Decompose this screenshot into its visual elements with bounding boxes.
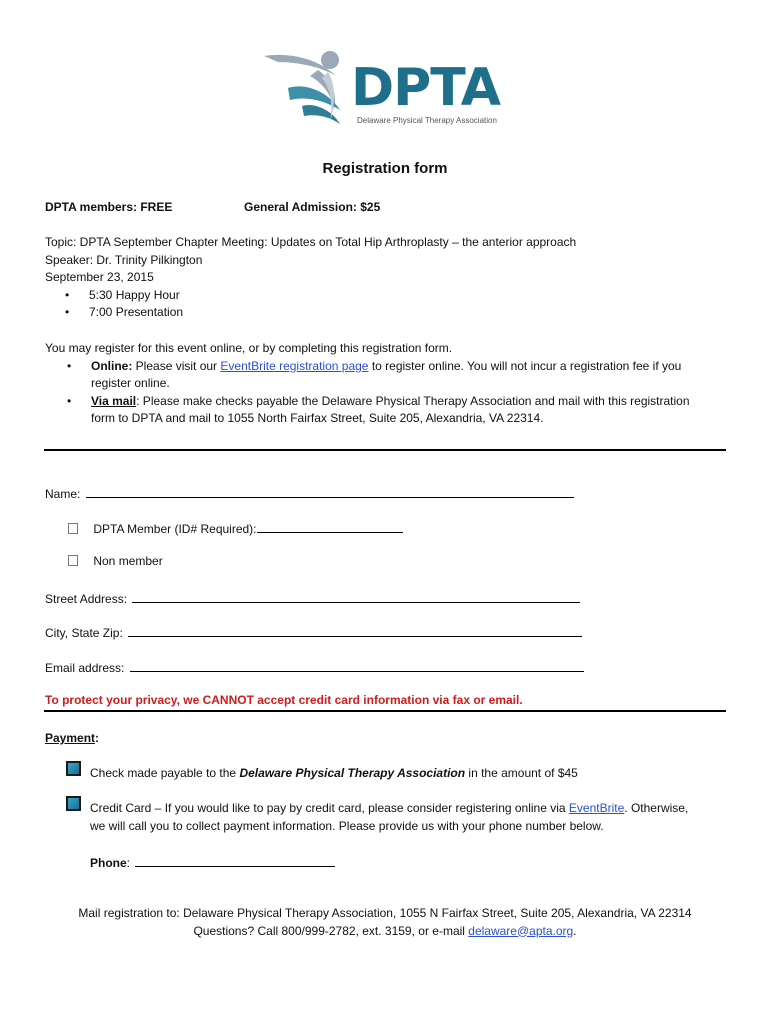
city-field[interactable] [45, 623, 582, 640]
check-org-name: Delaware Physical Therapy Association [239, 766, 466, 780]
privacy-notice: To protect your privacy, we CANNOT accept credit card information via fax or email. [45, 693, 523, 707]
nonmember-label: Non member [93, 554, 163, 568]
street-label: Street Address: [45, 592, 128, 606]
logo-subtitle: Delaware Physical Therapy Association [357, 116, 497, 125]
footer-questions: Questions? Call 800/999-2782, ext. 3159, or e-mail delaware@apta.org. [193, 923, 577, 938]
bullet-icon: • [67, 358, 72, 373]
event-date: September 23, 2015 [45, 270, 154, 284]
footer-mail-line: Mail registration to: Delaware Physical Therapy Association, 1055 N Fairfax Street, Suite 205, Alexandria, VA 22314 [78, 906, 692, 920]
event-speaker: Speaker: Dr. Trinity Pilkington [45, 252, 203, 267]
phone-field[interactable]: Phone: [90, 853, 335, 870]
email-field[interactable] [45, 658, 584, 675]
event-schedule [45, 287, 745, 322]
footer [0, 905, 770, 940]
list-item: • 7:00 Presentation [89, 304, 745, 322]
general-price: General Admission: $25 [244, 200, 381, 214]
phone-input-line[interactable] [135, 853, 335, 867]
name-label: Name: [45, 487, 81, 501]
card-option: Credit Card – If you would like to pay by credit card, please consider registering online via EventBrite. Otherwise, we will call you to collect payment information. Please provide us with your phone number below. [90, 801, 689, 833]
name-field[interactable] [45, 484, 574, 501]
online-option: • Online: Please visit our EventBrite registration page to register online. You will not incur a registration fee if you register online. [67, 358, 682, 390]
email-input-line[interactable] [130, 658, 584, 672]
phone-label: Phone [90, 856, 127, 870]
bullet-icon: • [65, 287, 70, 302]
member-option[interactable] [68, 519, 403, 536]
nonmember-checkbox[interactable] [68, 555, 78, 566]
event-info [45, 234, 745, 322]
register-intro: You may register for this event online, or by completing this registration form. [45, 341, 453, 355]
bullet-icon: • [65, 305, 70, 319]
city-input-line[interactable] [128, 623, 582, 637]
payment-heading: Payment: [45, 731, 100, 745]
members-price: DPTA members: FREE [45, 200, 173, 214]
logo-wordmark: DPTA [351, 58, 500, 118]
street-input-line[interactable] [132, 589, 580, 603]
email-label: Email address: [45, 661, 125, 675]
eventbrite-link[interactable]: EventBrite [568, 801, 625, 815]
bullet-icon: • [67, 393, 72, 408]
member-id-input-line[interactable] [257, 519, 403, 533]
check-checkbox[interactable] [66, 761, 81, 776]
list-item: • 5:30 Happy Hour [89, 287, 745, 305]
member-label: DPTA Member (ID# Required): [93, 522, 257, 536]
card-option-checkbox-wrap[interactable] [66, 796, 81, 812]
footer-email-link[interactable]: delaware@apta.org [468, 923, 574, 938]
check-option-checkbox-wrap[interactable] [66, 761, 81, 777]
card-checkbox[interactable] [66, 796, 81, 811]
privacy-divider [44, 710, 726, 712]
logo-figure-icon [264, 51, 340, 128]
page-title: Registration form [322, 160, 448, 177]
eventbrite-registration-link[interactable]: EventBrite registration page [220, 358, 369, 373]
register-section [45, 340, 745, 428]
section-divider [44, 449, 726, 451]
nonmember-option[interactable] [68, 554, 163, 568]
city-label: City, State Zip: [45, 626, 123, 640]
event-topic: Topic: DPTA September Chapter Meeting: Updates on Total Hip Arthroplasty – the anterior approach [45, 235, 577, 249]
mail-option: • Via mail: Please make checks payable the Delaware Physical Therapy Association and mail with this registration form to DPTA and mail to 1055 North Fairfax Street, Suite 205, Alexandria, VA 22314. [67, 393, 690, 425]
name-input-line[interactable] [86, 484, 574, 498]
street-field[interactable] [45, 589, 580, 606]
check-option: Check made payable to the Delaware Physical Therapy Association in the amount of $45 [90, 766, 578, 780]
member-checkbox[interactable] [68, 523, 78, 534]
